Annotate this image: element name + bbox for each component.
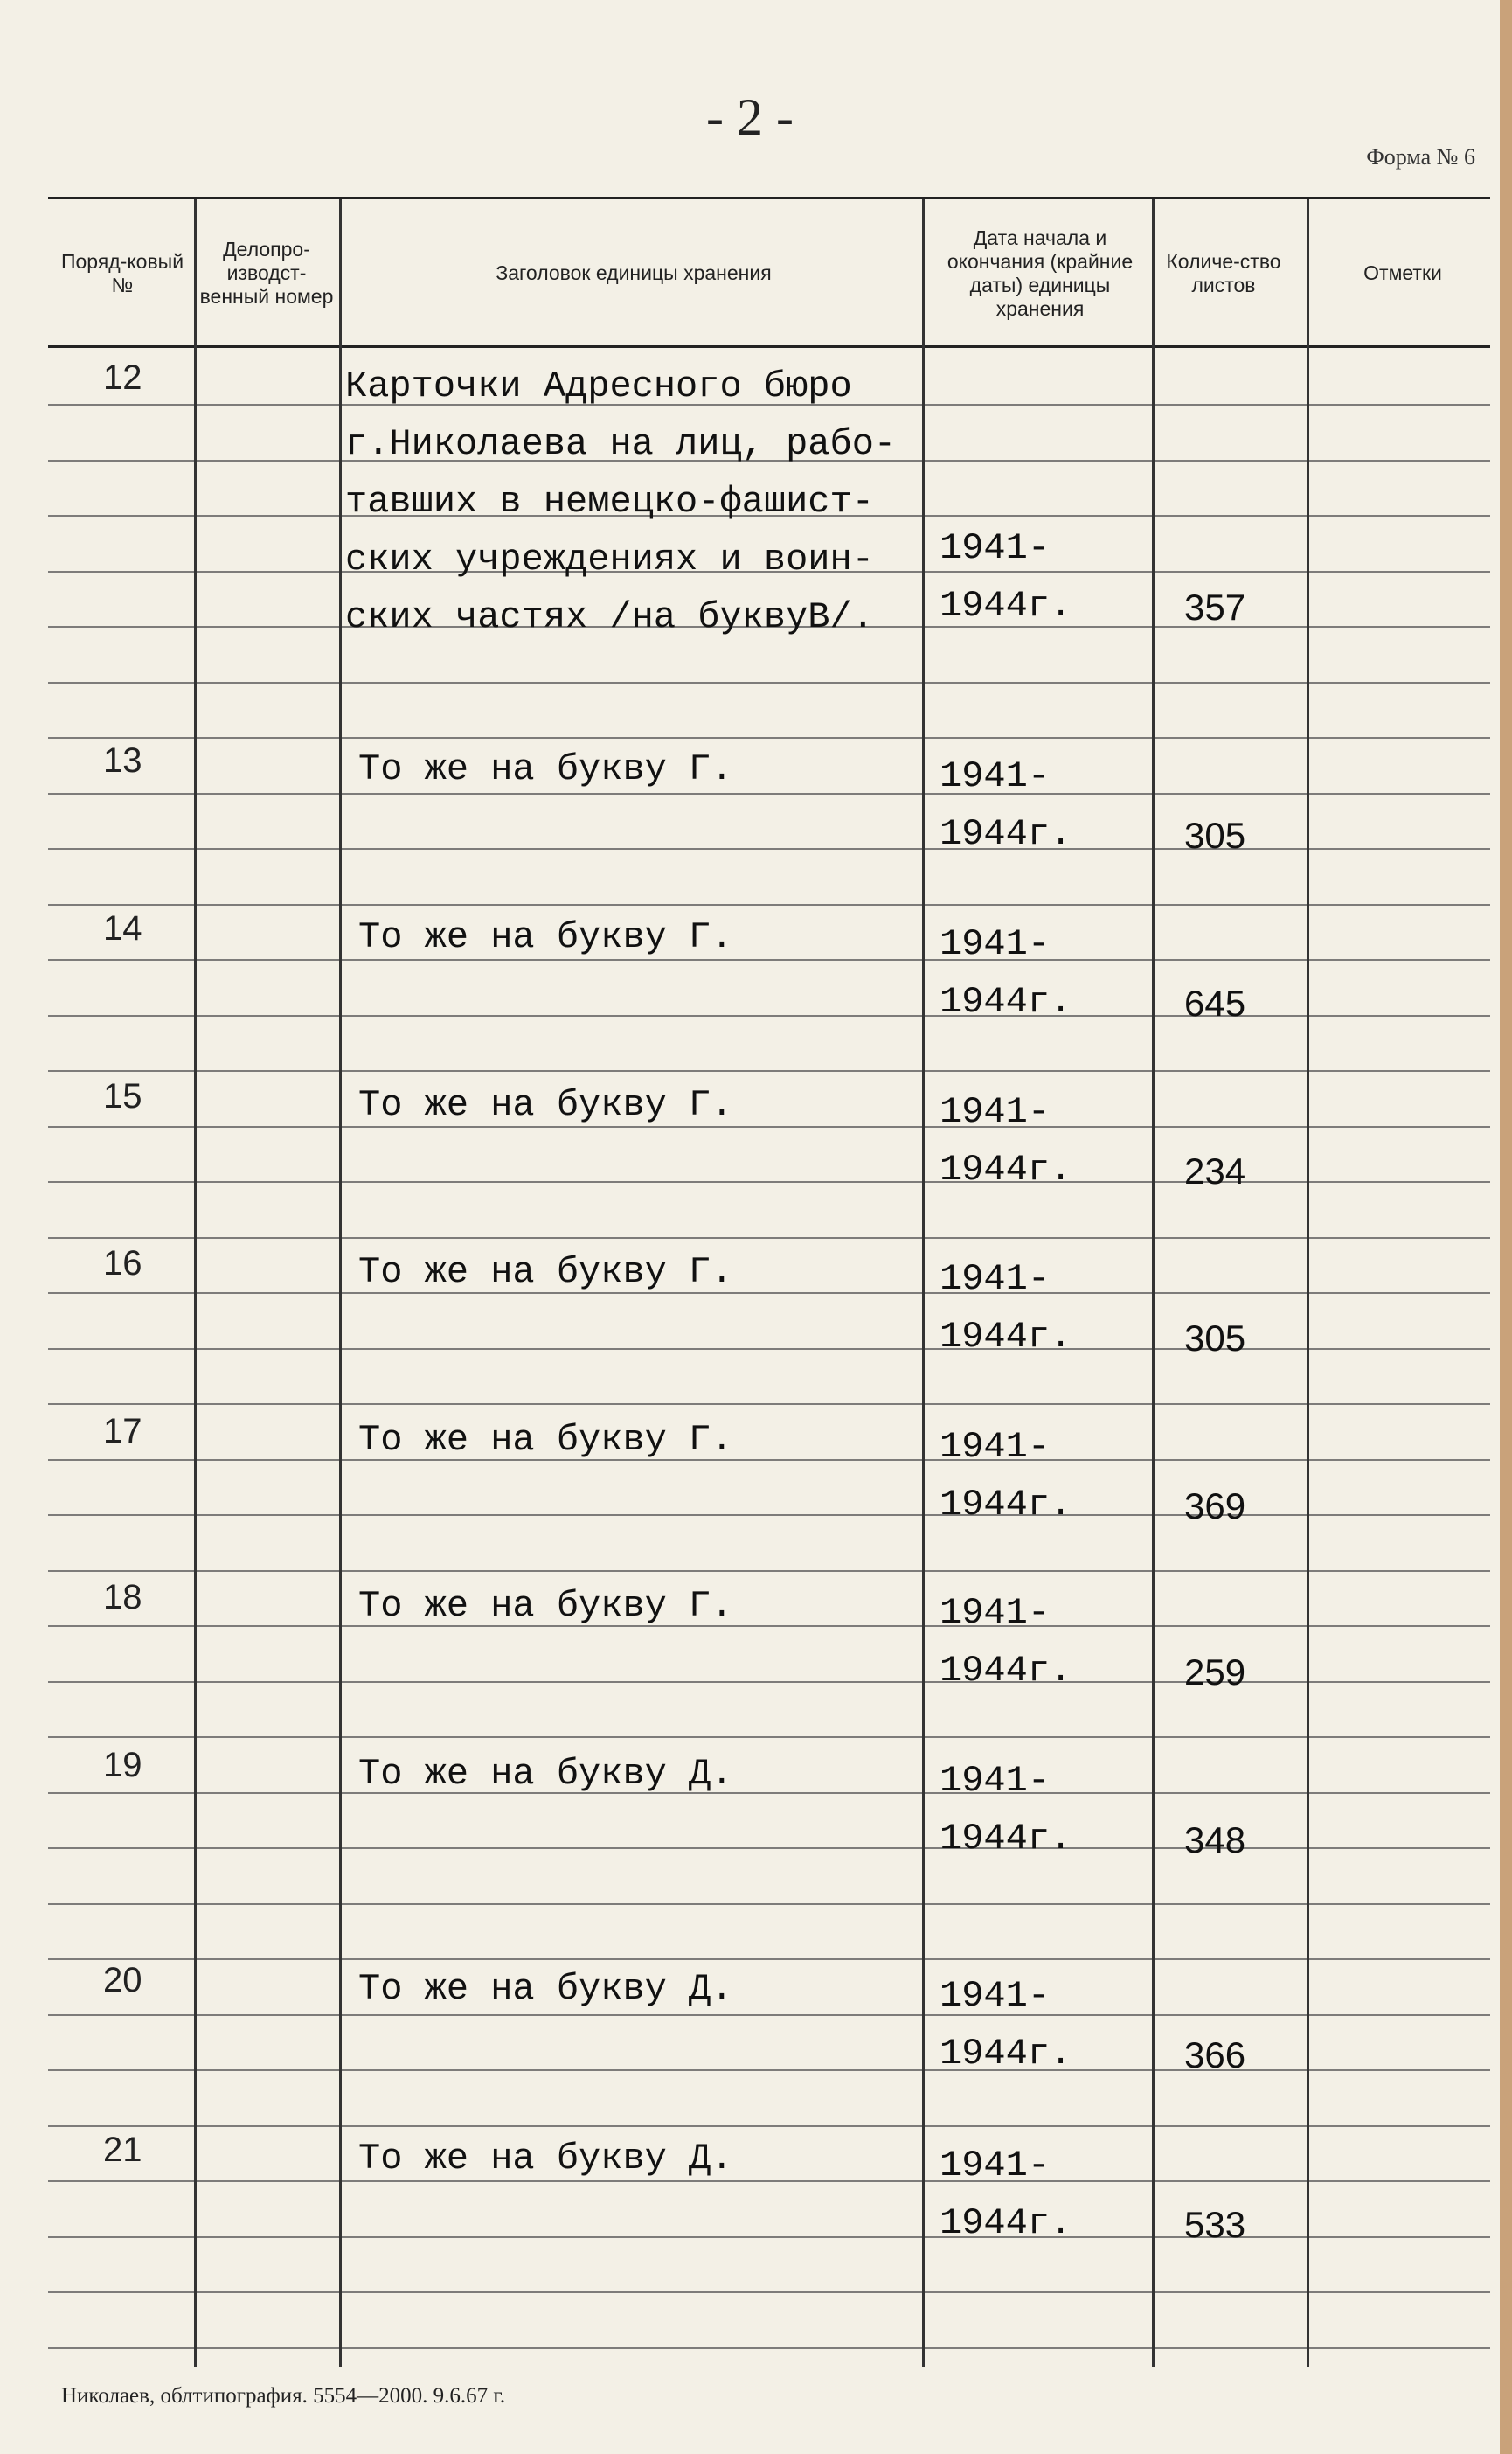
unit-title: То же на букву Г.: [358, 1084, 733, 1126]
column-divider: [339, 199, 342, 2367]
unit-title: То же на букву Д.: [358, 2138, 733, 2179]
column-divider: [1152, 199, 1155, 2367]
ruled-line: [48, 848, 1490, 850]
ruled-line: [48, 2125, 1490, 2127]
date-start: 1941-: [940, 1426, 1051, 1468]
ruled-line: [48, 1903, 1490, 1905]
date-end: 1944г.: [940, 2202, 1072, 2244]
header-sheets: Количе-ство листов: [1166, 249, 1281, 296]
unit-title: То же на букву Г.: [358, 916, 733, 958]
ruled-line: [48, 2180, 1490, 2182]
ruled-line: [48, 1792, 1490, 1794]
unit-title: Карточки Адресного бюро: [345, 365, 852, 407]
row-number: 16: [103, 1244, 142, 1283]
ruled-line: [48, 1348, 1490, 1350]
sheet-count: 259: [1184, 1651, 1246, 1693]
ruled-line: [48, 1625, 1490, 1627]
date-end: 1944г.: [940, 2033, 1072, 2075]
ruled-line: [48, 1847, 1490, 1849]
date-end: 1944г.: [940, 813, 1072, 855]
unit-title: То же на букву Д.: [358, 1968, 733, 2010]
ruled-line: [48, 1070, 1490, 1072]
row-number: 18: [103, 1578, 142, 1616]
ruled-line: [48, 1570, 1490, 1572]
ruled-line: [48, 1459, 1490, 1461]
ruled-line: [48, 1403, 1490, 1405]
row-number: 15: [103, 1077, 142, 1116]
row-number: 21: [103, 2131, 142, 2169]
date-end: 1944г.: [940, 1650, 1072, 1692]
date-start: 1941-: [940, 755, 1051, 797]
page-edge: [1500, 0, 1512, 2454]
sheet-count: 357: [1184, 587, 1246, 628]
ruled-line: [48, 2236, 1490, 2238]
header-notes: Отметки: [1363, 261, 1442, 284]
sheet-count: 645: [1184, 983, 1246, 1024]
date-end: 1944г.: [940, 1818, 1072, 1860]
unit-title: То же на букву Г.: [358, 1585, 733, 1627]
header-title: Заголовок единицы хранения: [496, 261, 772, 284]
ruled-line: [48, 1015, 1490, 1017]
ruled-line: [48, 1681, 1490, 1683]
ruled-line: [48, 904, 1490, 906]
ruled-line: [48, 1292, 1490, 1294]
header-dates: Дата начала и окончания (крайние даты) единицы хранения: [947, 226, 1134, 320]
sheet-count: 369: [1184, 1485, 1246, 1526]
date-end: 1944г.: [940, 1316, 1072, 1358]
date-end: 1944г.: [940, 981, 1072, 1023]
header-order: Поряд-ковый №: [60, 249, 184, 296]
header-case-number: Делопро-изводст-венный номер: [199, 238, 334, 308]
sheet-count: 305: [1184, 1317, 1246, 1359]
form-label: Форма № 6: [1366, 144, 1475, 170]
column-divider: [1307, 199, 1309, 2367]
ruled-line: [48, 2014, 1490, 2016]
sheet-count: 234: [1184, 1151, 1246, 1192]
row-number: 14: [103, 909, 142, 948]
sheet-count: 533: [1184, 2204, 1246, 2245]
ruled-line: [48, 793, 1490, 795]
date-end: 1944г.: [940, 585, 1072, 627]
unit-title: ских частях /на буквуВ/.: [345, 596, 874, 638]
date-start: 1941-: [940, 1592, 1051, 1634]
date-start: 1941-: [940, 2145, 1051, 2186]
sheet-count: 305: [1184, 815, 1246, 856]
date-end: 1944г.: [940, 1484, 1072, 1526]
unit-title: тавших в немецко-фашист-: [345, 481, 874, 523]
date-start: 1941-: [940, 1760, 1051, 1802]
column-divider: [922, 199, 925, 2367]
ruled-line: [48, 1181, 1490, 1183]
ruled-line: [48, 1736, 1490, 1738]
row-number: 19: [103, 1746, 142, 1784]
row-number: 13: [103, 741, 142, 780]
ruled-line: [48, 959, 1490, 961]
date-end: 1944г.: [940, 1149, 1072, 1191]
ruled-line: [48, 2069, 1490, 2071]
header-bottom-line: [48, 345, 1490, 348]
date-start: 1941-: [940, 1091, 1051, 1133]
unit-title: То же на букву Г.: [358, 1419, 733, 1461]
ruled-line: [48, 1237, 1490, 1239]
sheet-count: 366: [1184, 2034, 1246, 2075]
row-number: 12: [103, 358, 142, 397]
unit-title: То же на букву Г.: [358, 1251, 733, 1293]
ruled-line: [48, 1958, 1490, 1960]
ruled-line: [48, 1126, 1490, 1128]
date-start: 1941-: [940, 1258, 1051, 1300]
date-start: 1941-: [940, 527, 1051, 569]
unit-title: То же на букву Д.: [358, 1753, 733, 1795]
date-start: 1941-: [940, 923, 1051, 965]
row-number: 20: [103, 1961, 142, 1999]
ruled-line: [48, 682, 1490, 684]
ruled-line: [48, 1514, 1490, 1516]
unit-title: То же на букву Г.: [358, 748, 733, 790]
ruled-line: [48, 2347, 1490, 2349]
page-number: - 2 -: [706, 88, 794, 146]
unit-title: ских учреждениях и воин-: [345, 539, 874, 580]
unit-title: г.Николаева на лиц, рабо-: [345, 423, 897, 465]
row-number: 17: [103, 1412, 142, 1450]
sheet-count: 348: [1184, 1819, 1246, 1860]
ruled-line: [48, 2291, 1490, 2293]
date-start: 1941-: [940, 1975, 1051, 2017]
printer-imprint: Николаев, облтипография. 5554—2000. 9.6.67 г.: [61, 2384, 506, 2408]
column-divider: [194, 199, 197, 2367]
ruled-line: [48, 737, 1490, 739]
header-top-line: [48, 197, 1490, 199]
